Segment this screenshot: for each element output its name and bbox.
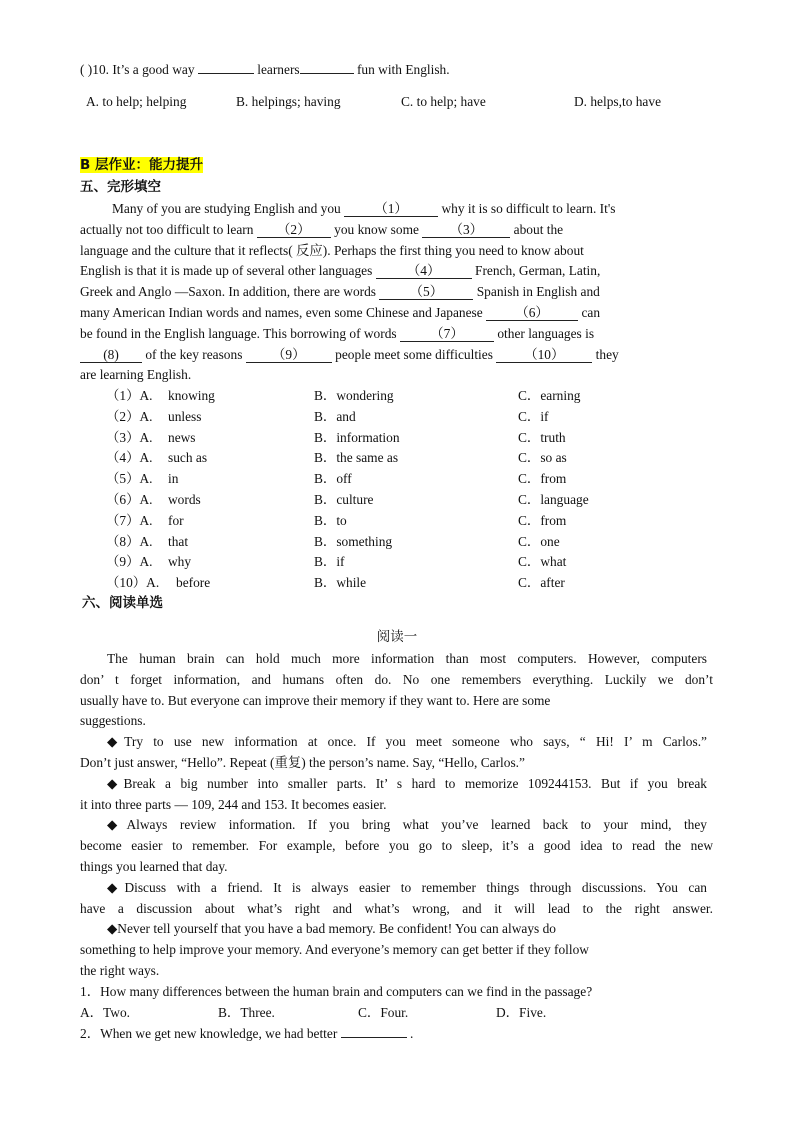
q1-option-b[interactable]: B．Three. xyxy=(218,1005,275,1020)
passage-text: be found in the English language. This borrowing of words xyxy=(80,326,397,341)
reading-line: Don’t just answer, “Hello”. Repeat (重复) the person’s name. Say, “Hello, Carlos.” xyxy=(80,755,525,770)
passage-line-8 xyxy=(80,347,619,363)
cloze-option-a[interactable]: that xyxy=(168,534,189,549)
passage-line-4 xyxy=(80,263,600,279)
cloze-option-b[interactable]: B．to xyxy=(314,513,347,528)
cloze-blank-5[interactable]: （5） xyxy=(379,285,473,300)
passage-text: English is that it is made up of several other languages xyxy=(80,263,373,278)
cloze-option-c[interactable]: C．if xyxy=(518,409,549,424)
cloze-option-a[interactable]: words xyxy=(168,492,201,507)
cloze-option-a[interactable]: in xyxy=(168,471,179,486)
reading-title: 阅读一 xyxy=(376,629,418,645)
reading-line: things you learned that day. xyxy=(80,859,228,874)
cloze-option-c[interactable]: C．one xyxy=(518,534,560,549)
cloze-option-a[interactable]: unless xyxy=(168,409,202,424)
cloze-option-b[interactable]: B．while xyxy=(314,575,367,590)
cloze-option-c[interactable]: C．earning xyxy=(518,388,581,403)
q1-option-a[interactable]: A．Two. xyxy=(80,1005,131,1020)
reading-line: it into three parts — 109, 244 and 153. It becomes easier. xyxy=(80,797,387,812)
q2-stem-end: . xyxy=(410,1026,414,1041)
reading-line: the right ways. xyxy=(80,963,160,978)
reading-line: don’ t forget information, and humans often do. No one remembers everything. Luckily we don’t xyxy=(80,672,713,687)
reading-line: have a discussion about what’s right and what’s wrong, and it will lead to the right answer. xyxy=(80,901,713,916)
cloze-option-c[interactable]: C．truth xyxy=(518,430,566,445)
cloze-option-number: （10）A. xyxy=(106,575,160,590)
cloze-option-number: （1）A. xyxy=(106,388,153,403)
q1-option-c[interactable]: C．Four. xyxy=(358,1005,409,1020)
reading-line: suggestions. xyxy=(80,713,146,728)
cloze-option-a[interactable]: for xyxy=(168,513,184,528)
cloze-option-c[interactable]: C．so as xyxy=(518,450,567,465)
cloze-option-c[interactable]: C．from xyxy=(518,513,567,528)
reading-line: ◆Never tell yourself that you have a bad memory. Be confident! You can always do xyxy=(107,921,556,936)
passage-text: people meet some difficulties xyxy=(335,347,493,362)
passage-text: can xyxy=(581,305,601,320)
cloze-option-a[interactable]: such as xyxy=(168,450,208,465)
reading-section-title: 六、阅读单选 xyxy=(82,595,163,611)
cloze-blank-3[interactable]: （3） xyxy=(422,223,510,238)
cloze-option-a[interactable]: news xyxy=(168,430,196,445)
q10-option-b[interactable]: B. helpings; having xyxy=(236,94,341,109)
passage-line-3: language and the culture that it reflects( 反应). Perhaps the first thing you need to know about xyxy=(80,243,584,258)
cloze-option-number: （7）A. xyxy=(106,513,153,528)
answer-blank[interactable] xyxy=(341,1037,407,1038)
reading-line: usually have to. But everyone can improve their memory if they want to. Here are some xyxy=(80,693,551,708)
cloze-option-c[interactable]: C．language xyxy=(518,492,589,507)
passage-text: French, German, Latin, xyxy=(475,263,601,278)
cloze-option-c[interactable]: C．from xyxy=(518,471,567,486)
cloze-option-b[interactable]: B．information xyxy=(314,430,400,445)
cloze-option-a[interactable]: why xyxy=(168,554,192,569)
passage-text: other languages is xyxy=(497,326,595,341)
cloze-blank-9[interactable]: （9） xyxy=(246,348,332,363)
cloze-blank-6[interactable]: （6） xyxy=(486,306,578,321)
passage-text: about the xyxy=(513,222,564,237)
passage-line-7 xyxy=(80,326,594,342)
cloze-option-number: （5）A. xyxy=(106,471,153,486)
reading-line: ◆Discuss with a friend. It is always easier to remember things through discussions. You can xyxy=(107,880,707,895)
q1-option-d[interactable]: D．Five. xyxy=(496,1005,547,1020)
passage-text: why it is so difficult to learn. It's xyxy=(441,201,616,216)
passage-text: Many of you are studying English and you xyxy=(112,201,341,216)
passage-line-2 xyxy=(80,222,563,238)
cloze-option-b[interactable]: B．the same as xyxy=(314,450,399,465)
cloze-option-b[interactable]: B．if xyxy=(314,554,345,569)
cloze-option-c[interactable]: C．after xyxy=(518,575,565,590)
section-b-title: B 层作业：能力提升 xyxy=(80,157,203,173)
cloze-option-number: （2）A. xyxy=(106,409,153,424)
cloze-option-b[interactable]: B．off xyxy=(314,471,352,486)
cloze-option-b[interactable]: B．something xyxy=(314,534,393,549)
q10-option-c[interactable]: C. to help; have xyxy=(401,94,486,109)
question-2 xyxy=(80,1026,413,1042)
passage-text: you know some xyxy=(334,222,419,237)
reading-line: something to help improve your memory. And everyone’s memory can get better if they follow xyxy=(80,942,589,957)
question-1-stem: 1．How many differences between the human brain and computers can we find in the passage? xyxy=(80,984,593,999)
passage-line-5 xyxy=(80,284,600,300)
cloze-blank-8[interactable]: (8) xyxy=(80,348,142,363)
cloze-option-a[interactable]: knowing xyxy=(168,388,215,403)
cloze-option-b[interactable]: B．and xyxy=(314,409,356,424)
cloze-blank-7[interactable]: （7） xyxy=(400,327,494,342)
passage-text: many American Indian words and names, even some Chinese and Japanese xyxy=(80,305,483,320)
cloze-option-c[interactable]: C．what xyxy=(518,554,567,569)
answer-blank[interactable] xyxy=(300,73,354,74)
cloze-option-number: （3）A. xyxy=(106,430,153,445)
cloze-option-number: （8）A. xyxy=(106,534,153,549)
reading-line: The human brain can hold much more information than most computers. However, computers xyxy=(107,651,707,666)
cloze-title: 五、完形填空 xyxy=(80,179,161,195)
passage-line-9: are learning English. xyxy=(80,367,192,382)
q10-stem-b: learners xyxy=(253,62,300,77)
reading-line: ◆Break a big number into smaller parts. It’ s hard to memorize 109244153. But if you break xyxy=(107,776,707,791)
passage-line-6 xyxy=(80,305,600,321)
cloze-option-number: （6）A. xyxy=(106,492,153,507)
cloze-blank-10[interactable]: （10） xyxy=(496,348,592,363)
passage-text: Spanish in English and xyxy=(476,284,600,299)
cloze-blank-2[interactable]: （2） xyxy=(257,223,331,238)
answer-blank[interactable] xyxy=(198,73,254,74)
q10-option-a[interactable]: A. to help; helping xyxy=(86,94,187,109)
reading-line: become easier to remember. For example, before you go to sleep, it’s a good idea to read the new xyxy=(80,838,713,853)
passage-text: actually not too difficult to learn xyxy=(80,222,254,237)
passage-text: Greek and Anglo —Saxon. In addition, there are words xyxy=(80,284,377,299)
q10-stem-a: ( )10. It’s a good way xyxy=(80,62,198,77)
reading-line: ◆Always review information. If you bring what you’ve learned back to your mind, they xyxy=(107,817,707,832)
question-10 xyxy=(80,62,450,78)
passage-text: they xyxy=(595,347,619,362)
cloze-option-b[interactable]: B．wondering xyxy=(314,388,394,403)
passage-text: of the key reasons xyxy=(145,347,243,362)
cloze-option-a[interactable]: before xyxy=(176,575,211,590)
reading-line: ◆Try to use new information at once. If you meet someone who says, “ Hi! I’ m Carlos.” xyxy=(107,734,707,749)
cloze-option-number: （4）A. xyxy=(106,450,153,465)
cloze-option-number: （9）A. xyxy=(106,554,153,569)
passage-line-1 xyxy=(112,201,615,217)
cloze-blank-1[interactable]: （1） xyxy=(344,202,438,217)
cloze-option-b[interactable]: B．culture xyxy=(314,492,374,507)
q2-stem: 2．When we get new knowledge, we had better xyxy=(80,1026,338,1041)
cloze-blank-4[interactable]: （4） xyxy=(376,264,472,279)
q10-option-d[interactable]: D. helps,to have xyxy=(574,94,662,109)
q10-stem-c: fun with English. xyxy=(353,62,450,77)
